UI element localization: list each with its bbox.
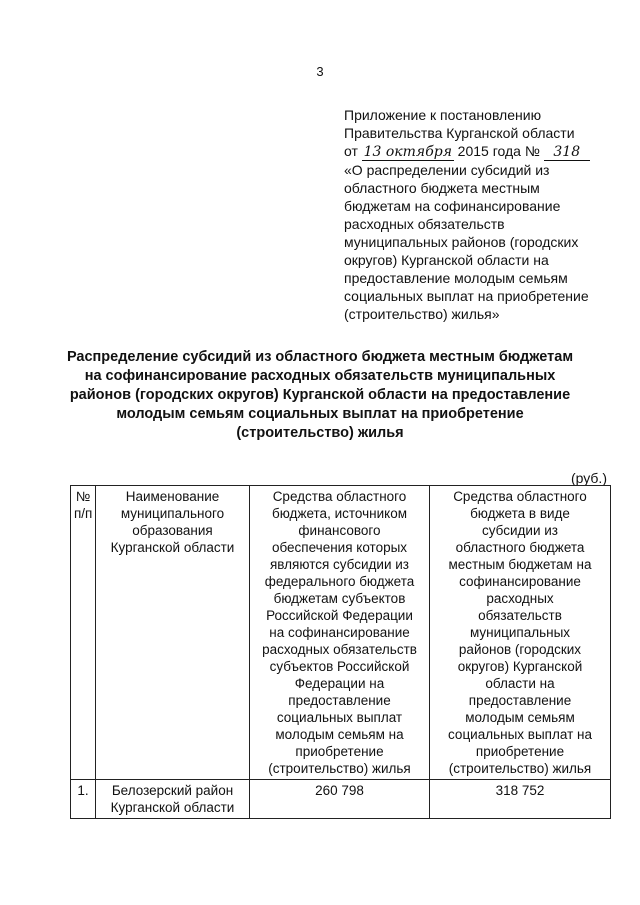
appendix-date-line bbox=[344, 142, 612, 161]
header-cell-regional bbox=[430, 486, 611, 780]
header-line: местным бюджетам на bbox=[448, 557, 592, 572]
header-line: финансового bbox=[298, 523, 381, 538]
header-line: субъектов Российской bbox=[269, 659, 410, 674]
header-line: приобретение bbox=[295, 744, 384, 759]
appendix-line: (строительство) жилья» bbox=[344, 306, 500, 322]
header-line: (строительство) жилья bbox=[448, 761, 592, 776]
appendix-line: Правительства Курганской области bbox=[344, 125, 575, 141]
header-line: обеспечения которых bbox=[271, 540, 408, 555]
header-line: социальных выплат на bbox=[448, 727, 592, 742]
header-line: на софинансирование bbox=[269, 625, 410, 640]
appendix-line: «О распределении субсидий из bbox=[344, 162, 550, 178]
currency-unit: (руб.) bbox=[570, 470, 607, 486]
header-line: обязательств bbox=[478, 608, 562, 623]
subsidy-table bbox=[70, 485, 611, 819]
header-line: расходных обязательств bbox=[262, 642, 417, 657]
appendix-line: округов) Курганской области на bbox=[344, 252, 549, 268]
header-line: Средства областного bbox=[453, 489, 587, 504]
header-line: бюджета, источником bbox=[272, 506, 407, 521]
header-line: образования bbox=[132, 523, 213, 538]
header-line: № bbox=[75, 489, 91, 504]
cell-municipality bbox=[96, 780, 250, 819]
header-line: софинансирование bbox=[459, 574, 581, 589]
header-line: являются субсидии из bbox=[270, 557, 409, 572]
header-line: Наименование bbox=[125, 489, 220, 504]
table-header-row bbox=[71, 486, 611, 780]
header-line: социальных выплат bbox=[276, 710, 403, 725]
title-line: (строительство) жилья bbox=[236, 425, 404, 441]
header-line: предоставление bbox=[468, 693, 572, 708]
header-line: молодым семьям bbox=[465, 710, 575, 725]
appendix-line: социальных выплат на приобретение bbox=[344, 288, 589, 304]
header-cell-name bbox=[96, 486, 250, 780]
date-prefix: от bbox=[344, 143, 358, 159]
appendix-line: расходных обязательств bbox=[344, 216, 505, 232]
header-line: бюджета в виде bbox=[470, 506, 570, 521]
title-line: Распределение субсидий из областного бюджета местным бюджетам bbox=[66, 349, 574, 365]
header-line: п/п bbox=[74, 506, 93, 521]
header-line: Курганской области bbox=[110, 540, 235, 555]
appendix-line: областного бюджета местным bbox=[344, 180, 540, 196]
header-cell-number bbox=[71, 486, 96, 780]
header-line: Средства областного bbox=[272, 489, 407, 504]
header-line: округов) Курганской bbox=[457, 659, 583, 674]
header-line: муниципальных bbox=[469, 625, 571, 640]
municipality-line: Белозерский район bbox=[111, 783, 234, 798]
appendix-line: муниципальных районов (городских bbox=[344, 234, 579, 250]
cell-regional-amount: 318 752 bbox=[430, 780, 611, 819]
header-line: приобретение bbox=[475, 744, 565, 759]
handwritten-date: 13 октября bbox=[363, 144, 452, 160]
cell-federal-amount: 260 798 bbox=[250, 780, 430, 819]
header-line: Федерации на bbox=[294, 676, 385, 691]
header-cell-federal bbox=[250, 486, 430, 780]
header-line: (строительство) жилья bbox=[268, 761, 411, 776]
header-line: Российской Федерации bbox=[266, 608, 413, 623]
header-line: бюджетам субъектов bbox=[273, 591, 406, 606]
header-line: расходных bbox=[486, 591, 554, 606]
appendix-line: Приложение к постановлению bbox=[344, 107, 542, 123]
header-line: области на bbox=[485, 676, 555, 691]
title-line: районов (городских округов) Курганской области на предоставление bbox=[69, 387, 571, 403]
appendix-line: предоставление молодым семьям bbox=[344, 270, 568, 286]
title-line: на софинансирование расходных обязательств муниципальных bbox=[84, 368, 556, 384]
handwritten-number: 318 bbox=[544, 144, 590, 161]
municipality-line: Курганской области bbox=[110, 800, 235, 815]
header-line: муниципального bbox=[120, 506, 225, 521]
cell-row-number: 1. bbox=[71, 780, 96, 819]
header-line: районов (городских bbox=[458, 642, 582, 657]
appendix-block bbox=[344, 106, 612, 323]
header-line: предоставление bbox=[288, 693, 391, 708]
header-line: молодым семьям на bbox=[275, 727, 404, 742]
header-line: областного бюджета bbox=[455, 540, 585, 555]
date-suffix: 2015 года № bbox=[457, 143, 540, 159]
document-title bbox=[60, 348, 580, 443]
header-line: федерального бюджета bbox=[264, 574, 415, 589]
appendix-line: бюджетам на софинансирование bbox=[344, 198, 561, 214]
title-line: молодым семьям социальных выплат на приобретение bbox=[116, 406, 524, 422]
page-number: 3 bbox=[316, 64, 324, 79]
table-row bbox=[71, 780, 611, 819]
header-line: субсидии из bbox=[482, 523, 558, 538]
